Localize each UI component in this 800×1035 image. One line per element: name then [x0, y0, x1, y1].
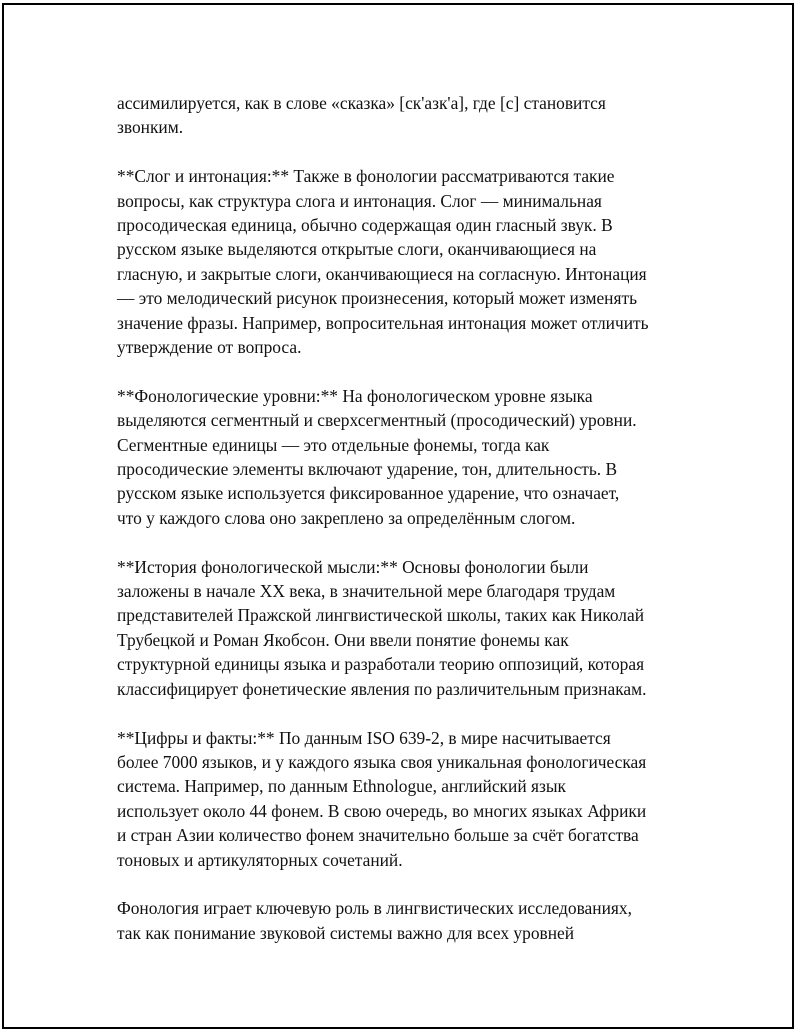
text-line: система. Например, по данным Ethnologue, английский язык	[117, 776, 566, 797]
text-line: выделяются сегментный и сверхсегментный (просодический) уровни.	[117, 410, 637, 431]
paragraph-history	[117, 555, 687, 701]
text-line: Фонология играет ключевую роль в лингвистических исследованиях,	[117, 898, 632, 919]
text-line: представителей Пражской лингвистической школы, таких как Николай	[117, 605, 644, 626]
text-line: Сегментные единицы — это отдельные фонемы, тогда как	[117, 434, 550, 455]
text-line: вопросы, как структура слога и интонация. Слог — минимальная	[117, 190, 602, 211]
paragraph-facts	[117, 726, 687, 872]
text-line: русском языке используется фиксированное ударение, что означает,	[117, 483, 620, 504]
text-line: **Слог и интонация:** Также в фонологии рассматриваются такие	[117, 166, 615, 187]
text-line: более 7000 языков, и у каждого языка своя уникальная фонологическая	[117, 751, 647, 772]
text-line: **История фонологической мысли:** Основы фонологии были	[117, 556, 589, 577]
text-line: классифицирует фонетические явления по различительным признакам.	[117, 678, 647, 699]
text-line: гласную, и закрытые слоги, оканчивающиеся на согласную. Интонация	[117, 263, 647, 284]
text-line: русском языке выделяются открытые слоги, оканчивающиеся на	[117, 239, 597, 260]
text-line: **Цифры и факты:** По данным ISO 639-2, в мире насчитывается	[117, 727, 611, 748]
text-line: так как понимание звуковой системы важно для всех уровней	[117, 922, 575, 943]
text-line: заложены в начале XX века, в значительной мере благодаря трудам	[117, 581, 616, 602]
text-line: звонким.	[117, 117, 184, 138]
paragraph-syllable-intonation	[117, 164, 687, 359]
text-line: использует около 44 фонем. В свою очередь, во многих языках Африки	[117, 800, 647, 821]
text-line: просодические элементы включают ударение, тон, длительность. В	[117, 459, 618, 480]
text-line: просодическая единица, обычно содержащая один гласный звук. В	[117, 215, 613, 236]
text-line: **Фонологические уровни:** На фонологическом уровне языка	[117, 385, 593, 406]
text-line: структурной единицы языка и разработали теорию оппозиций, которая	[117, 654, 645, 675]
paragraph-phonological-levels	[117, 384, 687, 530]
text-line: значение фразы. Например, вопросительная интонация может отличить	[117, 312, 649, 333]
text-line: что у каждого слова оно закреплено за определённым слогом.	[117, 507, 576, 528]
document-body	[117, 91, 687, 970]
text-line: тоновых и артикуляторных сочетаний.	[117, 849, 403, 870]
text-line: Трубецкой и Роман Якобсон. Они ввели понятие фонемы как	[117, 629, 569, 650]
paragraph-assimilation	[117, 91, 687, 140]
paragraph-conclusion	[117, 896, 687, 945]
text-line: утверждение от вопроса.	[117, 337, 302, 358]
text-line: и стран Азии количество фонем значительно больше за счёт богатства	[117, 825, 639, 846]
text-line: ассимилируется, как в слове «сказка» [ск'азк'а], где [с] становится	[117, 93, 606, 113]
text-line: — это мелодический рисунок произнесения, который может изменять	[117, 288, 638, 309]
